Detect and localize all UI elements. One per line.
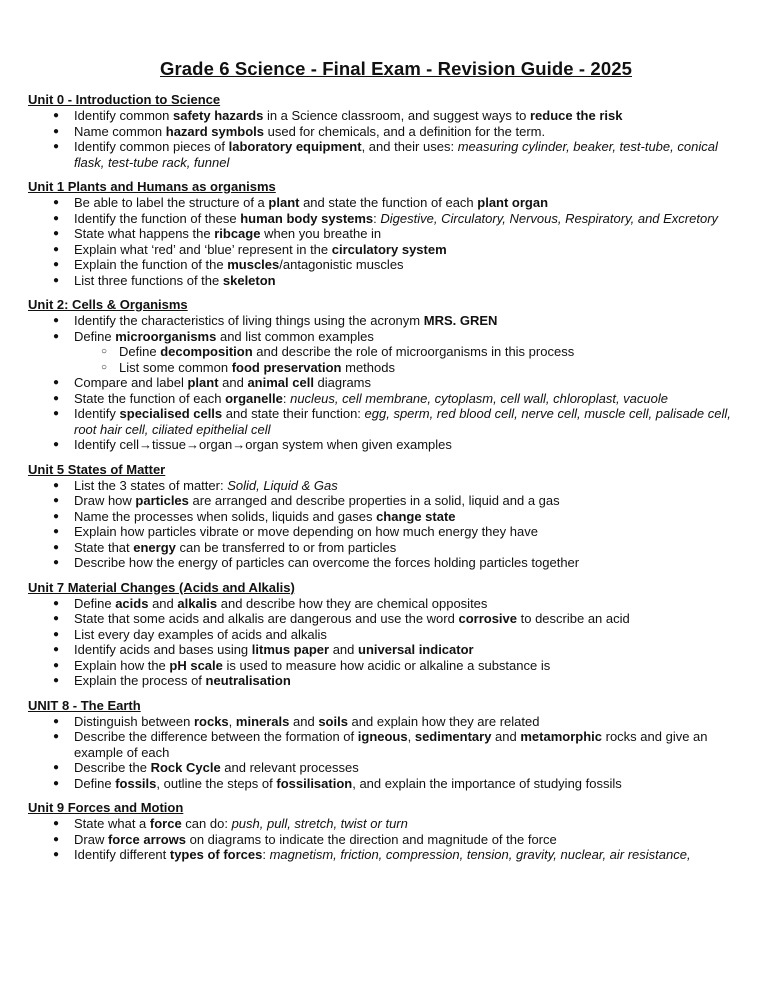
objective-item [28, 108, 743, 124]
objective-item [28, 611, 743, 627]
key-term: particles [135, 493, 189, 508]
key-term: neutralisation [205, 673, 291, 688]
key-term: animal cell [247, 375, 314, 390]
objective-item [28, 437, 743, 453]
objective-item [28, 729, 743, 760]
objective-item [28, 509, 743, 525]
objective-text: and [218, 375, 248, 390]
objective-item [28, 242, 743, 258]
key-term: metamorphic [520, 729, 602, 744]
objective-text: Explain the process of [74, 673, 206, 688]
key-term: sedimentary [414, 729, 492, 744]
objective-text: and [329, 642, 358, 657]
key-term: igneous [357, 729, 408, 744]
example-list: nucleus, cell membrane, cytoplasm, cell wall, chloroplast, vacuole [290, 390, 668, 406]
key-term: force arrows [107, 831, 186, 847]
key-term: plant [187, 375, 219, 390]
objective-list [28, 816, 743, 863]
objective-text: Identify [74, 406, 120, 421]
objective-text: and describe how they are chemical opposites [217, 595, 488, 611]
unit-heading: UNIT 8 - The Earth [28, 697, 141, 713]
objective-text: List three functions of the [74, 272, 223, 288]
key-term: specialised cells [119, 406, 223, 421]
objective-text: used for chemicals, and a definition for the term. [264, 123, 546, 139]
objective-text: can be transferred to or from particles [175, 539, 397, 555]
objective-text: , and explain the importance of studying fossils [352, 775, 622, 791]
unit-section [28, 800, 743, 863]
objective-text: , outline the steps of [156, 775, 277, 791]
example-list: push, pull, stretch, twist or turn [231, 816, 408, 831]
unit-section [28, 462, 743, 571]
unit-heading: Unit 5 States of Matter [28, 461, 166, 477]
objective-text: Explain what ‘red’ and ‘blue’ represent in the [74, 241, 332, 257]
key-term: food preservation [231, 359, 342, 375]
example-list: Digestive, Circulatory, Nervous, Respiratory, and Excretory [380, 210, 719, 226]
objective-item [28, 658, 743, 674]
objective-item [28, 847, 743, 863]
objective-item [28, 627, 743, 643]
objective-text: Define [74, 328, 116, 344]
unit-section [28, 580, 743, 689]
objective-list [28, 108, 743, 170]
objective-text: List some common [119, 359, 232, 375]
objective-text: on diagrams to indicate the direction and magnitude of the force [186, 831, 557, 847]
key-term: fossilisation [276, 775, 353, 791]
objective-item [28, 832, 743, 848]
objective-text: Identify different [74, 847, 170, 862]
unit-heading: Unit 9 Forces and Motion [28, 800, 184, 815]
objective-text: State that [74, 539, 134, 555]
objective-item [28, 257, 743, 273]
objective-text: , [228, 713, 236, 729]
objective-list [28, 478, 743, 571]
key-term: acids [115, 595, 149, 611]
key-term: change state [376, 508, 456, 524]
objective-text: Identify cell→tissue→organ→organ system when given examples [74, 437, 452, 452]
key-term: decomposition [160, 344, 253, 359]
objective-text: /antagonistic muscles [279, 257, 404, 272]
objective-item [28, 124, 743, 140]
key-term: minerals [235, 713, 290, 729]
key-term: circulatory system [331, 241, 447, 257]
objective-item [28, 673, 743, 689]
objective-text: Explain how particles vibrate or move depending on how much energy they have [74, 524, 538, 539]
objective-item [28, 226, 743, 242]
objective-item [28, 313, 743, 329]
objective-text: and explain how they are related [347, 713, 540, 729]
key-term: force [149, 816, 182, 831]
objective-text: Distinguish between [74, 713, 194, 729]
objective-item [28, 329, 743, 345]
objective-item [28, 139, 743, 170]
objective-item [28, 540, 743, 556]
key-term: rocks [193, 713, 229, 729]
key-term: laboratory equipment [228, 139, 362, 154]
objective-item [28, 760, 743, 776]
objective-text: and [148, 595, 178, 611]
objective-item [28, 596, 743, 612]
objective-text: State that some acids and alkalis are dangerous and use the word [74, 611, 459, 626]
objective-text: Explain the function of the [74, 257, 228, 272]
key-term: litmus paper [251, 642, 330, 657]
objective-text: , [407, 729, 415, 744]
unit-heading: Unit 2: Cells & Organisms [28, 297, 188, 312]
objective-text: in a Science classroom, and suggest ways to [263, 108, 530, 123]
objective-text: and describe the role of microorganisms in this process [252, 344, 575, 359]
objective-item [28, 391, 743, 407]
unit-section [28, 92, 743, 170]
objective-text: diagrams [313, 375, 372, 390]
unit-section [28, 698, 743, 792]
objective-text: State what happens the [74, 226, 215, 241]
objective-item [28, 211, 743, 227]
key-term: corrosive [458, 611, 518, 626]
example-list: magnetism, friction, compression, tension, gravity, nuclear, air resistance, [269, 847, 691, 862]
example-list: measuring cylinder, beaker, test-tube, conical flask, test-tube rack, funnel [74, 139, 718, 170]
objective-text: rocks and give an example of each [74, 729, 708, 760]
key-term: plant organ [477, 195, 549, 210]
objective-text: State what a [74, 816, 150, 831]
key-term: energy [133, 539, 176, 555]
key-term: fossils [115, 775, 157, 791]
objective-text: Draw how [74, 493, 136, 508]
key-term: ribcage [214, 226, 261, 241]
objective-text: and list common examples [216, 328, 374, 344]
objective-text: and relevant processes [220, 760, 359, 775]
unit-heading: Unit 1 Plants and Humans as organisms [28, 179, 276, 194]
objective-text: Be able to label the structure of a [74, 195, 269, 210]
key-term: universal indicator [358, 642, 474, 657]
objective-item [28, 478, 743, 494]
key-term: plant [268, 195, 300, 210]
objective-text: Identify the characteristics of living things using the acronym [74, 313, 424, 328]
unit-section [28, 179, 743, 288]
objective-text: Define [74, 775, 116, 791]
revision-guide-document [28, 58, 743, 872]
objective-item [28, 642, 743, 658]
objective-text: Define [119, 344, 161, 359]
objective-item [28, 195, 743, 211]
key-term: human body systems [240, 210, 374, 226]
objective-text: Name common [74, 123, 166, 139]
objective-item [28, 776, 743, 792]
objective-text: to describe an acid [517, 611, 630, 626]
objective-text: : [262, 847, 270, 862]
key-term: soils [318, 713, 348, 729]
objective-text: , and their uses: [361, 139, 458, 154]
key-term: MRS. GREN [423, 313, 498, 328]
objective-text: List the 3 states of matter: [74, 477, 228, 493]
example-list: Solid, Liquid & Gas [227, 477, 338, 493]
objective-item [28, 493, 743, 509]
sub-objective-item [28, 344, 743, 360]
key-term: microorganisms [115, 328, 217, 344]
key-term: pH scale [169, 657, 223, 673]
key-term: reduce the risk [529, 108, 623, 123]
objective-list [28, 195, 743, 288]
objective-item [28, 375, 743, 391]
objective-list [28, 596, 743, 689]
objective-text: : [282, 390, 291, 406]
key-term: organelle [225, 390, 283, 406]
unit-heading: Unit 7 Material Changes (Acids and Alkalis) [28, 579, 295, 595]
unit-section [28, 297, 743, 453]
unit-heading: Unit 0 - Introduction to Science [28, 92, 221, 107]
objective-item [28, 555, 743, 571]
objective-text: Explain how the [74, 657, 170, 673]
key-term: muscles [227, 257, 280, 272]
objective-item [28, 816, 743, 832]
objective-text: : [373, 210, 381, 226]
objective-item [28, 714, 743, 730]
objective-text: Draw [74, 831, 108, 847]
objective-text: Describe how the energy of particles can overcome the forces holding particles together [74, 555, 580, 570]
objective-text: Describe the [74, 760, 151, 775]
objective-text: and state the function of each [299, 195, 478, 210]
key-term: types of forces [169, 847, 263, 862]
units-container [28, 92, 743, 863]
example-list: egg, sperm, red blood cell, nerve cell, muscle cell, palisade cell, root hair cell, ciliated epithelial cell [74, 406, 731, 437]
objective-list [28, 714, 743, 792]
objective-text: and [491, 729, 521, 744]
objective-item [28, 406, 743, 437]
objective-text: methods [341, 359, 395, 375]
objective-text: when you breathe in [260, 226, 382, 241]
objective-text: are arranged and describe properties in a solid, liquid and a gas [188, 493, 560, 508]
objective-text: is used to measure how acidic or alkaline a substance is [222, 657, 551, 673]
objective-text: Identify the function of these [74, 210, 241, 226]
objective-text: Identify common pieces of [74, 139, 229, 154]
objective-text: Name the processes when solids, liquids and gases [74, 508, 377, 524]
page-title: Grade 6 Science - Final Exam - Revision Guide - 2025 [160, 58, 632, 79]
objective-text: State the function of each [74, 390, 226, 406]
key-term: safety hazards [173, 108, 264, 123]
objective-text: Compare and label [74, 375, 188, 390]
objective-item [28, 524, 743, 540]
key-term: Rock Cycle [150, 760, 221, 775]
key-term: hazard symbols [165, 123, 265, 139]
objective-text: Identify acids and bases using [74, 642, 252, 657]
objective-text: Define [74, 595, 116, 611]
objective-text: List every day examples of acids and alkalis [74, 626, 327, 642]
objective-text: and state their function: [222, 406, 365, 421]
objective-list [28, 313, 743, 453]
key-term: skeleton [222, 272, 276, 288]
sub-objective-item [28, 360, 743, 376]
objective-text: Identify common [74, 108, 173, 123]
key-term: alkalis [177, 595, 218, 611]
objective-text: can do: [181, 816, 232, 831]
objective-text: Describe the difference between the formation of [74, 729, 358, 744]
objective-item [28, 273, 743, 289]
objective-text: and [289, 713, 319, 729]
